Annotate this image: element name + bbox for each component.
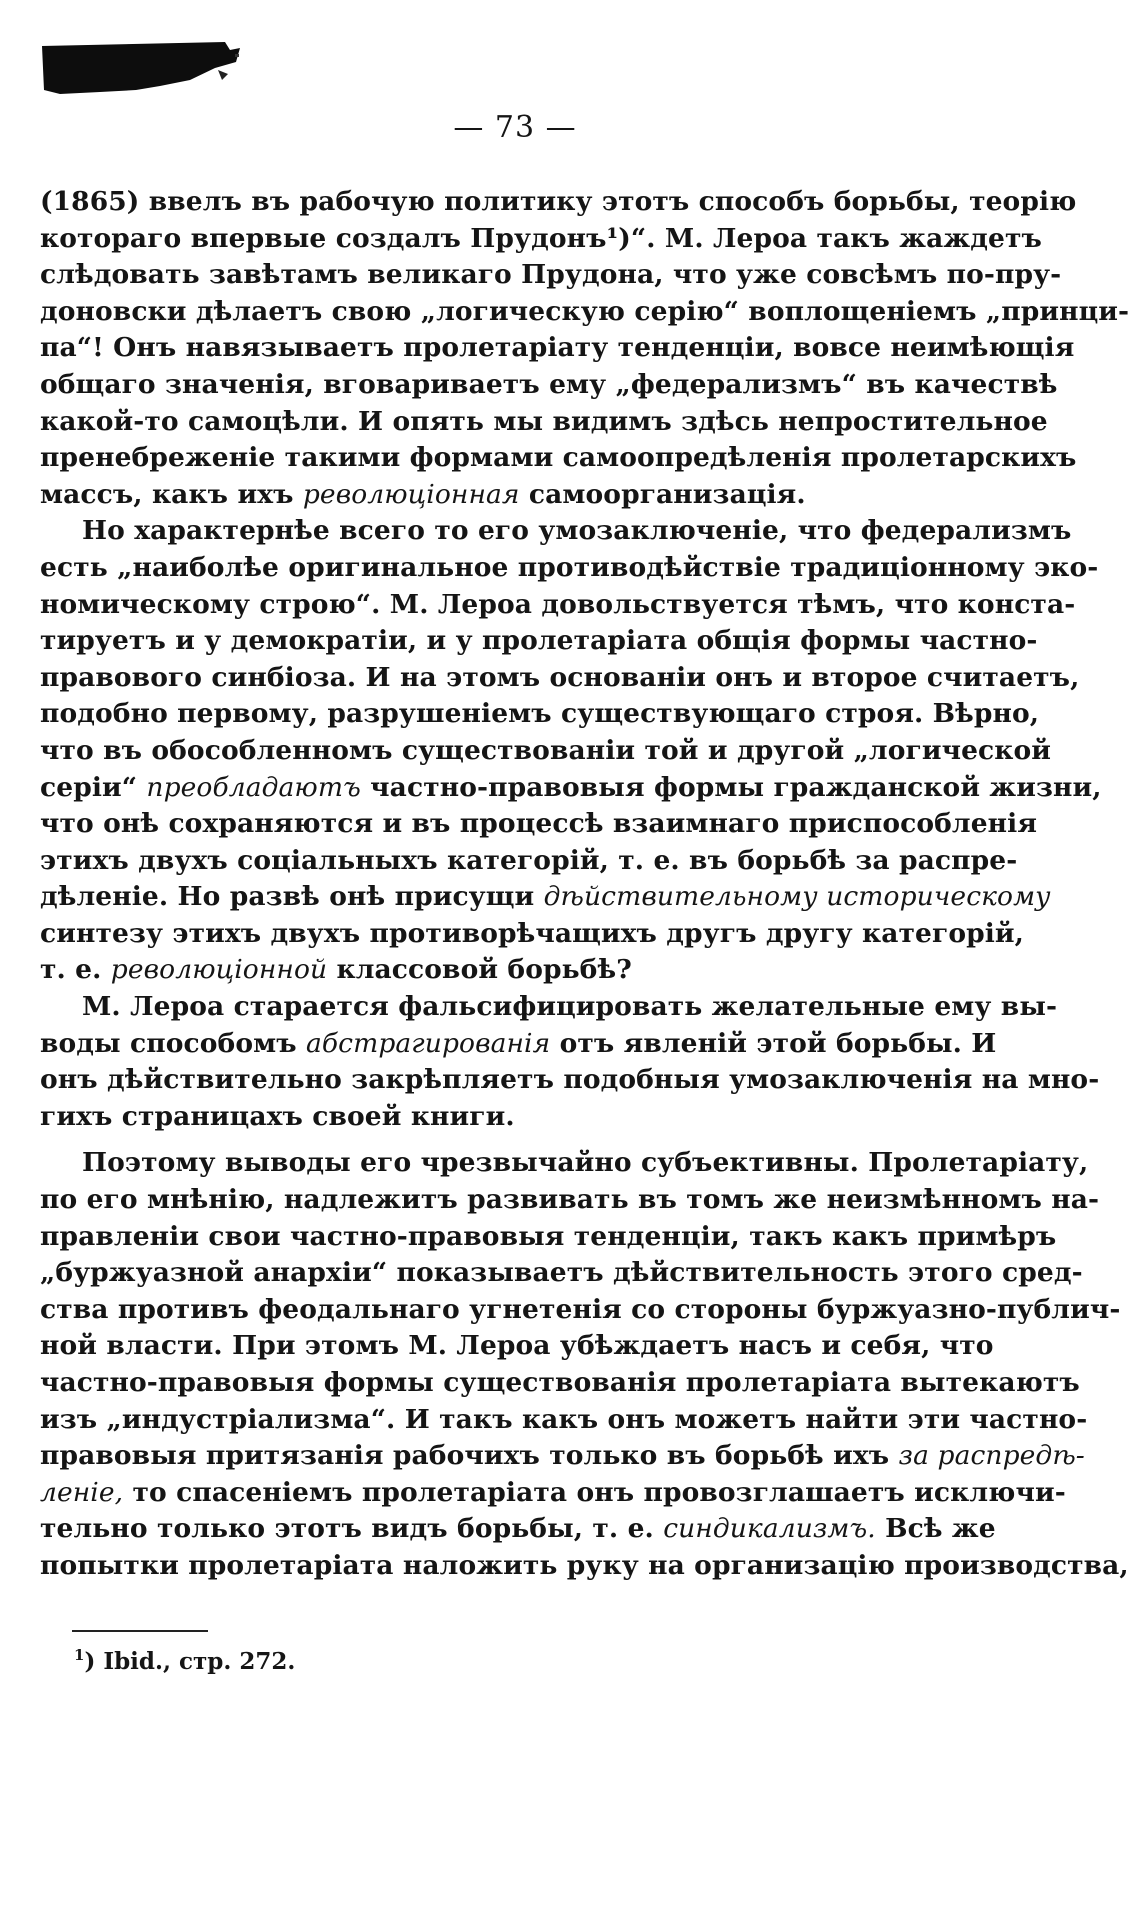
text-line: гихъ страницахъ своей книги. [40,1100,515,1132]
text-line: что въ обособленномъ существованіи той и другой „логической [40,734,1052,766]
footnote-marker: 1 [74,1646,85,1664]
text-line: „буржуазной анархіи“ показываетъ дѣйствительность этого сред- [40,1257,1083,1289]
text-line: есть „наиболѣе оригинальное противодѣйствіе традиціонному эко- [40,551,1099,583]
page-number: — 73 — [453,110,577,145]
text-line: па“! Онъ навязываетъ пролетаріату тенденціи, вовсе неимѣющія [40,332,1075,364]
text-line: этихъ двухъ соціальныхъ категорій, т. е. въ борьбѣ за распре- [40,844,1018,876]
italic-phrase: преобладаютъ [146,771,361,803]
text-line: Но характернѣе всего то его умозаключеніе, что федерализмъ [82,515,1072,547]
italic-phrase: революціонная [302,478,520,510]
text-line: ства противъ феодальнаго угнетенія со стороны буржуазно-публич- [40,1293,1121,1325]
text-line: М. Лероа старается фальсифицировать желательные ему вы- [82,991,1058,1023]
text-line: попытки пролетаріата наложить руку на организацію производства, [40,1549,1129,1581]
italic-phrase: леніе, [40,1476,124,1508]
footnote-rule [72,1630,208,1632]
text-line: серіи“ преобладаютъ частно-правовыя формы гражданской жизни, [40,771,1102,803]
text-line: синтезу этихъ двухъ противорѣчащихъ другъ другу категорій, [40,917,1025,949]
text-line: какой-то самоцѣли. И опять мы видимъ здѣсь непростительное [40,405,1048,437]
italic-phrase: революціонной [110,954,328,986]
text-line: по его мнѣнію, надлежитъ развивать въ томъ же неизмѣнномъ на- [40,1184,1100,1216]
footnote [74,1648,295,1675]
text-line: частно-правовыя формы существованія пролетаріата вытекаютъ [40,1367,1080,1398]
text-line: правленіи свои частно-правовыя тенденціи, такъ какъ примѣръ [40,1220,1057,1252]
text-line: общаго значенія, вговариваетъ ему „федерализмъ“ въ качествѣ [40,368,1058,400]
text-line: котораго впервые создалъ Прудонъ¹)“. М. Лероа такъ жаждетъ [40,222,1042,254]
text-line: воды способомъ абстрагированія отъ явленій этой борьбы. И [40,1027,997,1059]
text-line: дѣленіе. Но развѣ онѣ присущи дѣйствительному историческому [40,881,1051,913]
text-line: слѣдовать завѣтамъ великаго Прудона, что уже совсѣмъ по-пру- [40,259,1062,291]
text-line: доновски дѣлаетъ свою „логическую серію“ воплощеніемъ „принци- [40,295,1130,327]
text-line: Поэтому выводы его чрезвычайно субъективны. Пролетаріату, [82,1147,1089,1179]
italic-phrase: за распредѣ- [898,1440,1085,1472]
text-line: т. е. революціонной классовой борьбѣ? [40,954,632,986]
italic-phrase: абстрагированія [305,1027,551,1059]
text-line: (1865) ввелъ въ рабочую политику этотъ способъ борьбы, теорію [40,186,1077,217]
text-line: онъ дѣйствительно закрѣпляетъ подобныя умозаключенія на мно- [40,1064,1100,1096]
text-line: леніе, то спасеніемъ пролетаріата онъ провозглашаетъ исключи- [40,1476,1066,1508]
text-line: изъ „индустріализма“. И такъ какъ онъ можетъ найти эти частно- [40,1403,1088,1435]
text-line: тируетъ и у демократіи, и у пролетаріата общія формы частно- [40,625,1038,657]
text-line: пренебреженіе такими формами самоопредѣленія пролетарскихъ [40,442,1077,474]
text-line: правовыя притязанія рабочихъ только въ борьбѣ ихъ за распредѣ- [40,1440,1085,1472]
text-line: номическому строю“. М. Лероа довольствуется тѣмъ, что конста- [40,588,1076,620]
text-line: подобно первому, разрушеніемъ существующаго строя. Вѣрно, [40,698,1040,730]
text-line: тельно только этотъ видъ борьбы, т. е. синдикализмъ. Всѣ же [40,1513,996,1545]
text-line: что онѣ сохраняются и въ процессѣ взаимнаго приспособленія [40,808,1038,840]
text-line: ной власти. При этомъ М. Лероа убѣждаетъ насъ и себя, что [40,1330,994,1362]
italic-phrase: дѣйствительному историческому [543,881,1051,913]
main-text [40,184,1130,1585]
footnote-text: ) Ibid., стр. 272. [84,1648,296,1675]
ink-stamp-blot [40,40,250,98]
italic-phrase: синдикализмъ. [663,1513,876,1545]
text-line: правового синбіоза. И на этомъ основаніи онъ и второе считаетъ, [40,661,1080,693]
text-line: массъ, какъ ихъ революціонная самоорганизація. [40,478,806,510]
